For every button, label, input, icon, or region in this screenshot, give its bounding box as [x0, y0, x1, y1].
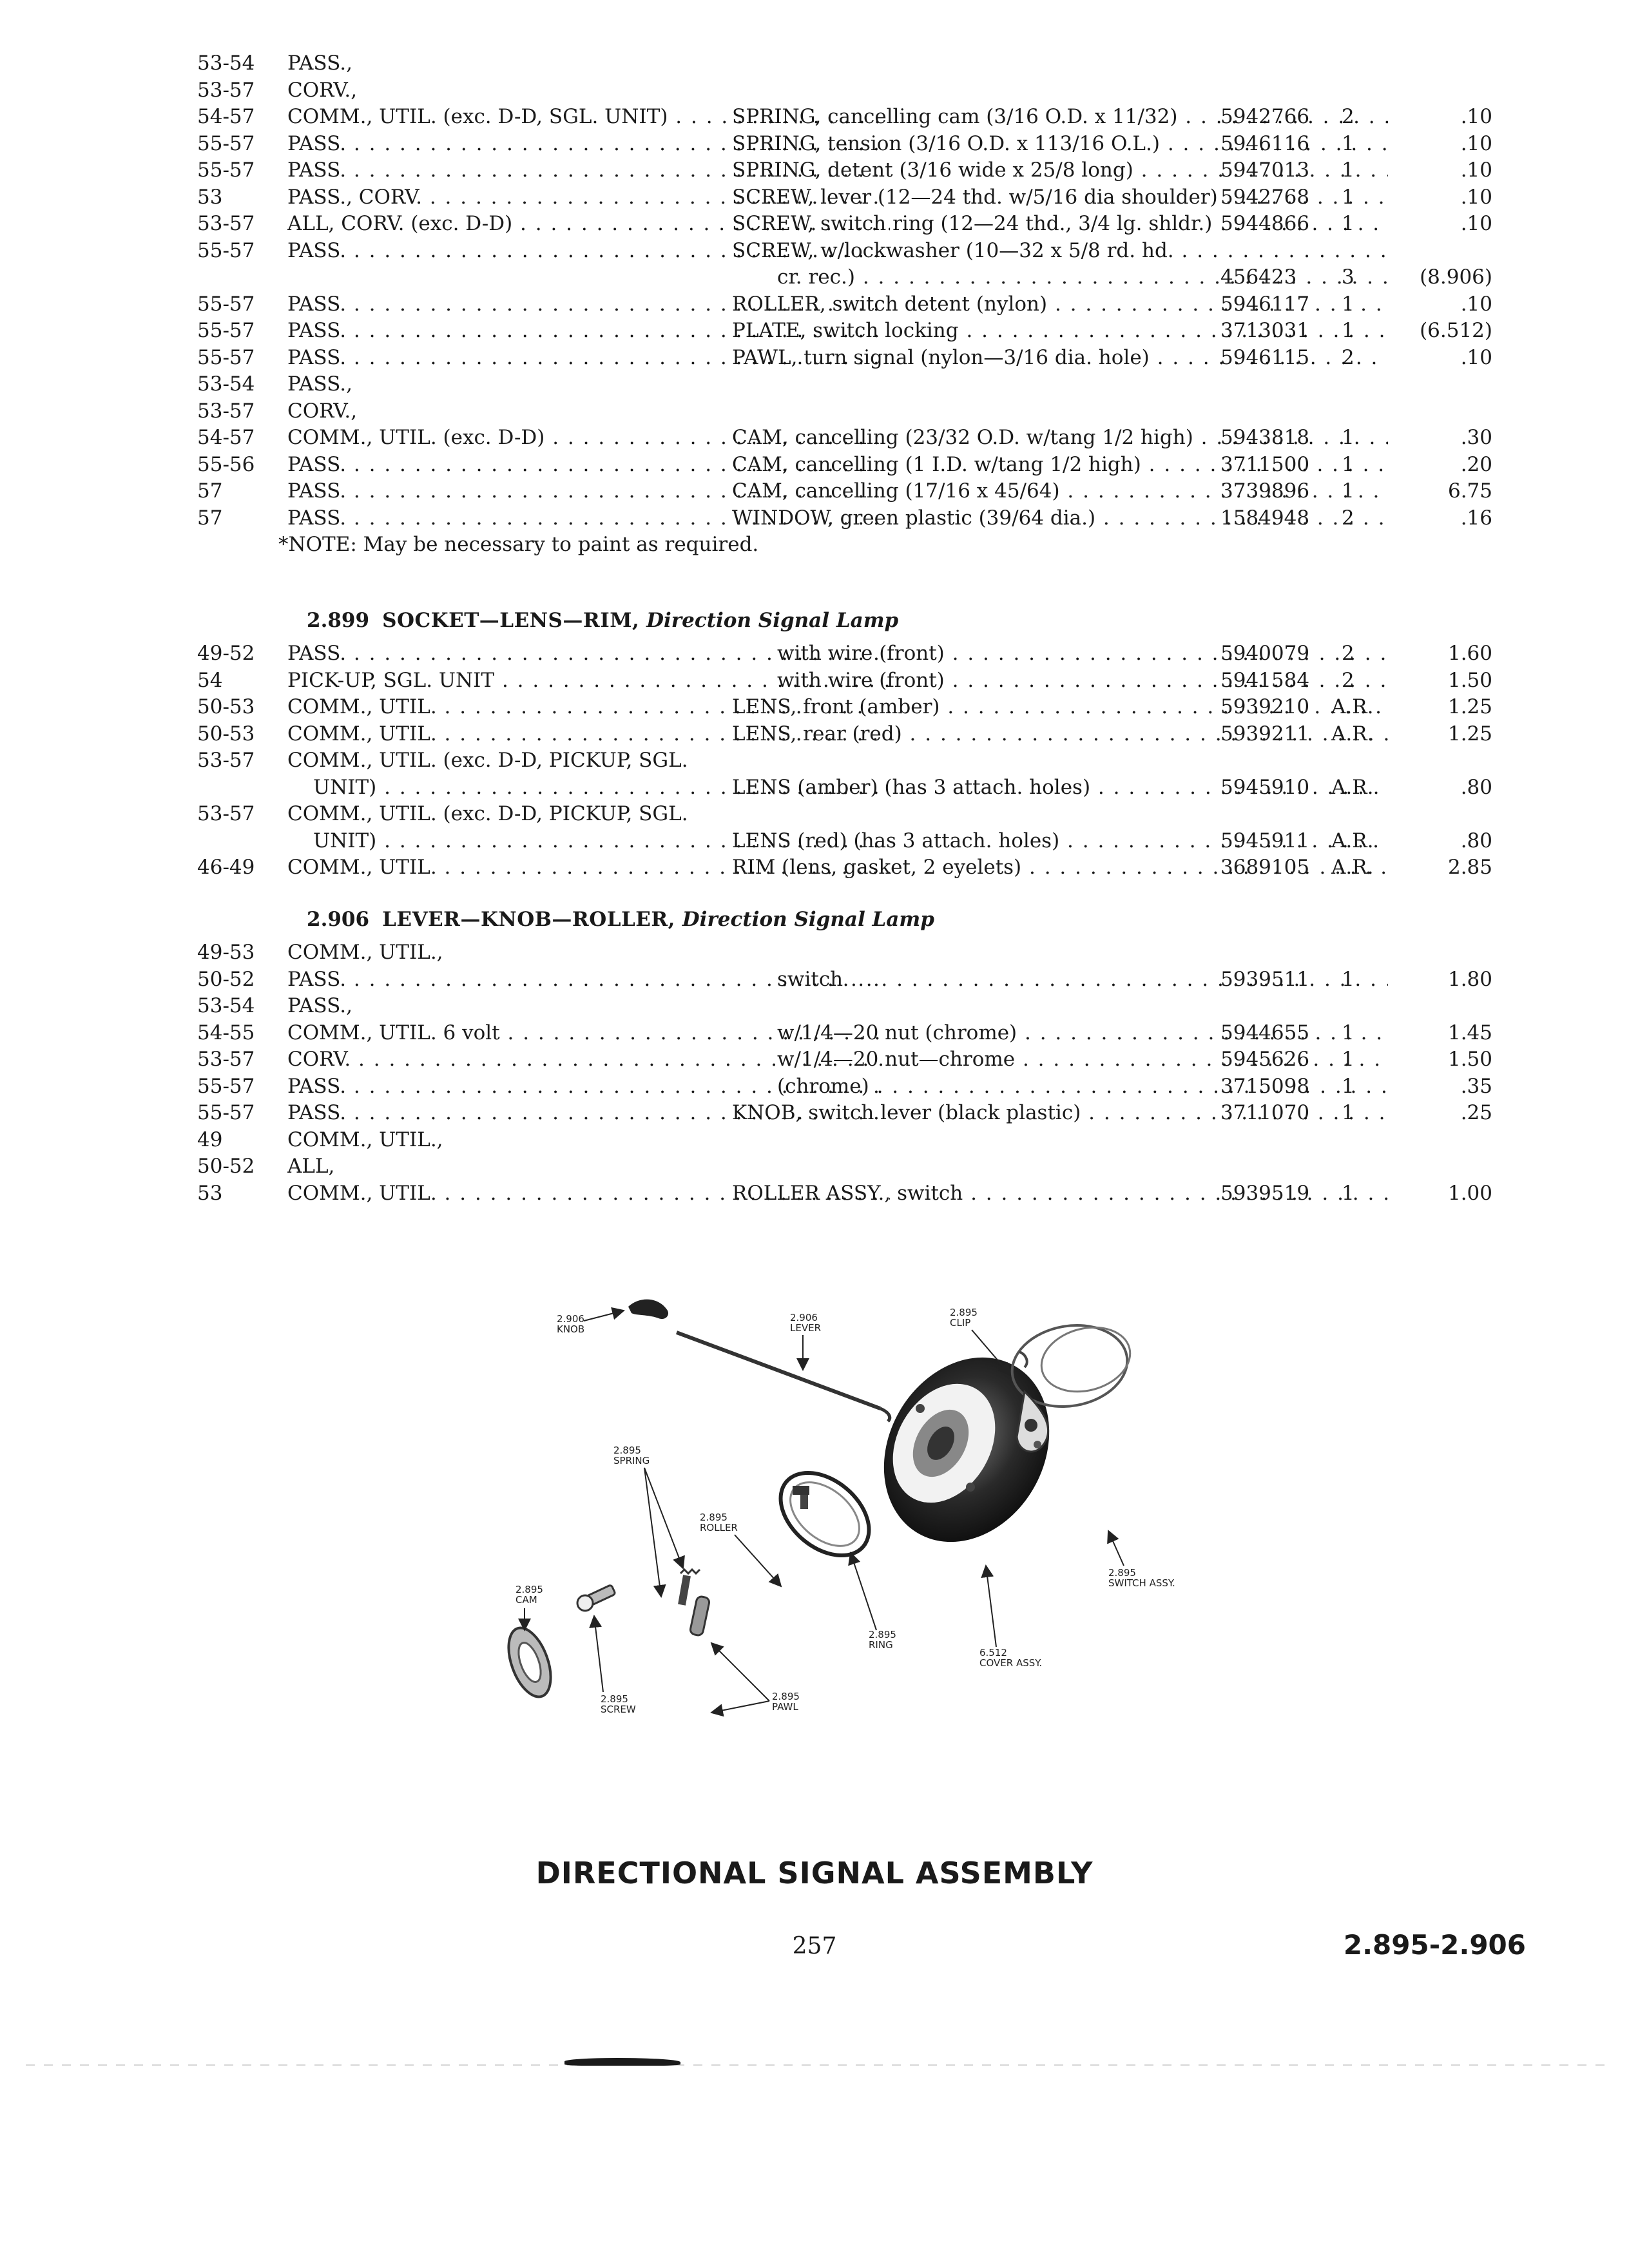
part-row — [197, 721, 1492, 748]
model-years: 53-54 — [197, 372, 255, 396]
svg-text:2.895: 2.895 — [772, 1691, 800, 1702]
part-description: switch . . . — [777, 966, 1388, 994]
parts-list-group-a — [197, 50, 1492, 559]
model-applicability: PASS. . . . — [287, 966, 890, 994]
svg-text:COVER ASSY.: COVER ASSY. — [979, 1657, 1043, 1669]
part-number: 3715098 — [1220, 1074, 1310, 1098]
part-description: RIM (lens, gasket, 2 eyelets) . . . — [732, 854, 1388, 881]
model-years: 53 — [197, 185, 223, 209]
part-row — [197, 1020, 1492, 1047]
part-row — [197, 640, 1492, 668]
part-row — [197, 828, 1492, 855]
list-price: .10 — [1460, 292, 1492, 316]
callout-cover — [979, 1566, 1042, 1669]
section-name: SOCKET—LENS—RIM, — [382, 609, 640, 632]
list-price: (6.512) — [1420, 319, 1492, 342]
quantity: A.R. — [1331, 775, 1374, 799]
exploded-view-illustration — [490, 1282, 1244, 1785]
svg-text:LEVER: LEVER — [790, 1322, 821, 1334]
part-description: KNOB, switch lever (black plastic) . . . — [732, 1100, 1388, 1127]
list-price: 6.75 — [1447, 479, 1492, 503]
model-years: 53-57 — [197, 802, 255, 825]
model-years: 50-53 — [197, 695, 255, 718]
svg-text:PAWL: PAWL — [772, 1701, 798, 1713]
part-number: 5944866 — [1220, 212, 1310, 235]
part-number: 5944655 — [1220, 1021, 1310, 1044]
model-applicability: PASS. . . . — [287, 478, 890, 505]
part-row — [197, 104, 1492, 131]
section-number: 2.906 — [307, 908, 370, 931]
model-applicability: PASS., — [287, 994, 352, 1017]
svg-text:KNOB: KNOB — [557, 1323, 585, 1335]
model-years: 53-57 — [197, 212, 255, 235]
model-years: 54-57 — [197, 426, 255, 449]
model-applicability: PASS. . . . — [287, 291, 890, 318]
quantity: 1 — [1342, 212, 1354, 235]
part-number: 3711500 — [1220, 452, 1310, 476]
quantity: 2 — [1342, 668, 1354, 692]
svg-text:CLIP: CLIP — [950, 1317, 971, 1329]
part-row — [197, 77, 1492, 104]
part-number: 5946116 — [1220, 131, 1310, 155]
model-years: 55-57 — [197, 159, 255, 182]
part-row — [197, 966, 1492, 994]
model-applicability: CORV. . . . — [287, 1046, 890, 1073]
list-price: .80 — [1460, 775, 1492, 799]
model-applicability: UNIT) . . . — [313, 828, 890, 855]
part-row — [197, 157, 1492, 184]
part-description: LENS (amber) (has 3 attach. holes) . . . — [732, 774, 1388, 802]
list-price: .10 — [1460, 345, 1492, 369]
list-price: .10 — [1460, 131, 1492, 155]
quantity: 1 — [1342, 426, 1354, 449]
model-years: 49 — [197, 1128, 223, 1151]
svg-text:6.512: 6.512 — [979, 1647, 1007, 1658]
list-price: .16 — [1460, 506, 1492, 530]
callout-roller — [700, 1512, 781, 1586]
part-number: 5943818 — [1220, 426, 1310, 449]
list-price: 1.80 — [1447, 967, 1492, 991]
list-price: .20 — [1460, 452, 1492, 476]
part-description: (chrome) . . . — [777, 1073, 1388, 1100]
parts-list-section-2-899 — [197, 589, 1492, 881]
callout-screw — [594, 1616, 636, 1715]
list-price: (8.906) — [1420, 265, 1492, 289]
callout-cam — [516, 1584, 543, 1630]
model-years: 55-57 — [197, 1101, 255, 1124]
part-description: SPRING, tension (3/16 O.D. x 113/16 O.L.) . . . — [732, 131, 1388, 158]
part-number: 5939511 — [1220, 967, 1310, 991]
part-row — [197, 1073, 1492, 1100]
list-price: 1.25 — [1447, 722, 1492, 745]
part-number: 5946115 — [1220, 345, 1310, 369]
quantity: A.R. — [1331, 722, 1374, 745]
section-name: LEVER—KNOB—ROLLER, — [382, 908, 675, 931]
svg-text:2.895: 2.895 — [700, 1512, 728, 1523]
model-applicability: COMM., UTIL. . . . — [287, 1180, 890, 1207]
part-row — [197, 452, 1492, 479]
model-applicability: ALL, CORV. (exc. D-D) . . . — [287, 211, 890, 238]
svg-text:2.906: 2.906 — [790, 1312, 818, 1323]
part-row — [197, 1180, 1492, 1207]
part-number: 5947013 — [1220, 159, 1310, 182]
part-row — [197, 854, 1492, 881]
svg-text:SPRING: SPRING — [613, 1455, 650, 1466]
part-row — [197, 694, 1492, 721]
part-row — [197, 398, 1492, 425]
model-years: 55-57 — [197, 345, 255, 369]
model-years: 54 — [197, 668, 223, 692]
svg-text:2.895: 2.895 — [516, 1584, 543, 1595]
model-years: 53-54 — [197, 994, 255, 1017]
list-price: .10 — [1460, 159, 1492, 182]
section-heading — [307, 589, 1602, 640]
list-price: .80 — [1460, 829, 1492, 852]
svg-text:2.895: 2.895 — [1108, 1567, 1136, 1579]
model-applicability: CORV., — [287, 78, 358, 102]
model-years: 55-57 — [197, 1074, 255, 1098]
model-years: 46-49 — [197, 856, 255, 879]
quantity: A.R. — [1331, 856, 1374, 879]
model-years: 55-56 — [197, 452, 255, 476]
scan-artifact-blot — [564, 2058, 680, 2066]
part-number: 3739896 — [1220, 479, 1310, 503]
part-description: CAM, cancelling (17/16 x 45/64) . . . — [732, 478, 1388, 505]
quantity: 2 — [1342, 105, 1354, 128]
scan-artifact-line — [26, 2064, 1605, 2066]
section-subtitle: Direction Signal Lamp — [646, 609, 899, 632]
quantity: 1 — [1342, 292, 1354, 316]
part-row — [197, 50, 1492, 77]
model-applicability: COMM., UTIL. 6 volt . . . — [287, 1020, 890, 1047]
quantity: 2 — [1342, 642, 1354, 665]
model-years: 53-57 — [197, 78, 255, 102]
list-price: 1.50 — [1447, 668, 1492, 692]
paint-note: *NOTE: May be necessary to paint as required. — [278, 533, 759, 556]
part-row — [197, 345, 1492, 372]
screw-part — [577, 1584, 615, 1611]
assembly-drawing — [490, 1282, 1244, 1785]
model-applicability: COMM., UTIL. (exc. D-D, SGL. UNIT) . . . — [287, 104, 890, 131]
model-years: 53-57 — [197, 399, 255, 423]
model-years: 49-52 — [197, 642, 255, 665]
part-row — [197, 425, 1492, 452]
model-applicability: PASS. . . . — [287, 505, 890, 532]
model-applicability: PASS. . . . — [287, 318, 890, 345]
list-price: .10 — [1460, 185, 1492, 209]
lever-part — [677, 1332, 890, 1421]
model-years: 57 — [197, 506, 223, 530]
quantity: 2 — [1342, 345, 1354, 369]
part-number: 5945910 — [1220, 775, 1310, 799]
part-row — [197, 1153, 1492, 1180]
part-number: 3711070 — [1220, 1101, 1310, 1124]
quantity: 1 — [1342, 131, 1354, 155]
model-years: 57 — [197, 479, 223, 503]
ring-part — [765, 1456, 885, 1572]
part-row — [197, 264, 1492, 291]
model-applicability: COMM., UTIL. . . . — [287, 854, 890, 881]
roller-part — [800, 1495, 808, 1509]
part-description: SCREW, switch ring (12—24 thd., 3/4 lg. shldr.) . . . — [732, 211, 1388, 238]
model-applicability: PICK-UP, SGL. UNIT . . . — [287, 668, 890, 695]
list-price: 1.25 — [1447, 695, 1492, 718]
part-number: 5939211 — [1220, 722, 1310, 745]
model-applicability: PASS. . . . — [287, 238, 890, 265]
part-description: w/1/4—20 nut (chrome) . . . — [777, 1020, 1388, 1047]
part-row — [197, 505, 1492, 532]
model-applicability: COMM., UTIL. (exc. D-D, PICKUP, SGL. — [287, 802, 688, 825]
model-applicability: COMM., UTIL. . . . — [287, 694, 890, 721]
model-applicability: ALL, — [287, 1155, 335, 1178]
list-price: .30 — [1460, 426, 1492, 449]
part-row — [197, 238, 1492, 265]
clip-part — [1019, 1352, 1027, 1367]
part-description: with wire (front) . . . — [777, 668, 1388, 695]
callout-ring — [851, 1553, 896, 1651]
model-applicability: PASS. . . . — [287, 131, 890, 158]
list-price: .10 — [1460, 105, 1492, 128]
model-applicability: PASS. . . . — [287, 345, 890, 372]
quantity: 1 — [1342, 1181, 1354, 1205]
part-row — [197, 478, 1492, 505]
quantity: A.R. — [1331, 829, 1374, 852]
section-number: 2.899 — [307, 609, 370, 632]
model-years: 53-57 — [197, 1048, 255, 1071]
callout-spring — [613, 1445, 683, 1597]
quantity: 1 — [1342, 159, 1354, 182]
parts-list-section-2-906 — [197, 888, 1492, 1207]
model-years: 54-57 — [197, 105, 255, 128]
part-description: CAM, cancelling (23/32 O.D. w/tang 1/2 high) . . . — [732, 425, 1388, 452]
model-years: 53-57 — [197, 749, 255, 772]
part-number: 5941584 — [1220, 668, 1310, 692]
part-number: 5946117 — [1220, 292, 1310, 316]
section-heading — [307, 888, 1602, 939]
model-applicability: COMM., UTIL., — [287, 941, 443, 964]
part-description: CAM, cancelling (1 I.D. w/tang 1/2 high) . . . — [732, 452, 1388, 479]
pawl-parts — [689, 1596, 710, 1637]
quantity: 1 — [1342, 1021, 1354, 1044]
part-description: WINDOW, green plastic (39/64 dia.) . . . — [732, 505, 1388, 532]
model-applicability: PASS. . . . — [287, 452, 890, 479]
model-years: 50-53 — [197, 722, 255, 745]
part-row — [197, 184, 1492, 211]
part-row — [197, 747, 1492, 774]
model-applicability: PASS., — [287, 52, 352, 75]
list-price: 1.45 — [1447, 1021, 1492, 1044]
part-number: 5939210 — [1220, 695, 1310, 718]
svg-text:SCREW: SCREW — [601, 1704, 636, 1715]
model-applicability: PASS. . . . — [287, 1100, 890, 1127]
list-price: 2.85 — [1447, 856, 1492, 879]
part-number: 3713031 — [1220, 319, 1310, 342]
quantity: A.R. — [1331, 695, 1374, 718]
quantity: 2 — [1342, 506, 1354, 530]
part-description: LENS, rear (red) . . . — [732, 721, 1388, 748]
figure-caption: DIRECTIONAL SIGNAL ASSEMBLY — [535, 1856, 1094, 1890]
model-years: 54-55 — [197, 1021, 255, 1044]
model-applicability: PASS. . . . — [287, 640, 890, 668]
part-description: PLATE, switch locking . . . — [732, 318, 1388, 345]
part-description: with wire (front) . . . — [777, 640, 1388, 668]
callout-lever — [790, 1312, 821, 1370]
model-years: 55-57 — [197, 319, 255, 342]
svg-text:ROLLER: ROLLER — [700, 1522, 738, 1533]
part-number: 5940079 — [1220, 642, 1310, 665]
part-number: 1584948 — [1220, 506, 1310, 530]
quantity: 3 — [1342, 265, 1354, 289]
model-years: 55-57 — [197, 131, 255, 155]
part-row — [197, 291, 1492, 318]
part-description: ROLLER, switch detent (nylon) . . . — [732, 291, 1388, 318]
model-applicability: PASS., CORV. . . . — [287, 184, 890, 211]
svg-text:RING: RING — [869, 1639, 893, 1651]
part-row — [197, 1127, 1492, 1154]
model-years: 50-52 — [197, 1155, 255, 1178]
section-subtitle: Direction Signal Lamp — [682, 908, 934, 931]
list-price: 1.50 — [1447, 1048, 1492, 1071]
knob-part — [628, 1300, 668, 1319]
list-price: 1.00 — [1447, 1181, 1492, 1205]
part-row — [197, 939, 1492, 966]
model-applicability: PASS. . . . — [287, 1073, 890, 1100]
svg-text:2.906: 2.906 — [557, 1313, 584, 1325]
part-row — [197, 774, 1492, 802]
model-applicability: PASS. . . . — [287, 157, 890, 184]
cam-part — [501, 1622, 559, 1702]
part-description: LENS (red) (has 3 attach. holes) . . . — [732, 828, 1388, 855]
page-number: 257 — [792, 1933, 837, 1959]
model-years: 55-57 — [197, 238, 255, 262]
part-description: LENS, front (amber) . . . — [732, 694, 1388, 721]
quantity: 1 — [1342, 452, 1354, 476]
quantity: 1 — [1342, 967, 1354, 991]
part-description: w/1/4—20 nut—chrome . . . — [777, 1046, 1388, 1073]
model-years: 53-54 — [197, 52, 255, 75]
model-applicability: COMM., UTIL. . . . — [287, 721, 890, 748]
model-years: 53 — [197, 1181, 223, 1205]
part-row — [197, 1100, 1492, 1127]
model-applicability: CORV., — [287, 399, 358, 423]
part-description: ROLLER ASSY., switch . . . — [732, 1180, 1388, 1207]
part-description: SPRING, cancelling cam (3/16 O.D. x 11/32) . . . — [732, 104, 1388, 131]
part-description: SCREW, lever (12—24 thd. w/5/16 dia shoulder) . . . — [732, 184, 1388, 211]
part-description: PAWL, turn signal (nylon—3/16 dia. hole) . . . — [732, 345, 1388, 372]
model-applicability: PASS., — [287, 372, 352, 396]
callout-pawl — [711, 1643, 800, 1713]
model-years: 50-52 — [197, 967, 255, 991]
part-description: SCREW, w/lockwasher (10—32 x 5/8 rd. hd. . . . — [732, 238, 1388, 265]
quantity: 1 — [1342, 1048, 1354, 1071]
model-applicability: UNIT) . . . — [313, 774, 890, 802]
part-description: cr. rec.) . . . — [777, 264, 1388, 291]
part-row — [197, 318, 1492, 345]
part-number: 456423 — [1220, 265, 1297, 289]
svg-text:SWITCH ASSY.: SWITCH ASSY. — [1108, 1577, 1175, 1589]
quantity: 1 — [1342, 1101, 1354, 1124]
part-description: SPRING, detent (3/16 wide x 25/8 long) . . . — [732, 157, 1388, 184]
quantity: 1 — [1342, 1074, 1354, 1098]
callout-switch — [1108, 1531, 1175, 1589]
svg-text:2.895: 2.895 — [950, 1307, 978, 1318]
quantity: 1 — [1342, 319, 1354, 342]
part-number: 5942766 — [1220, 105, 1310, 128]
part-number: 5945911 — [1220, 829, 1310, 852]
quantity: 1 — [1342, 479, 1354, 503]
model-years: 55-57 — [197, 292, 255, 316]
model-applicability: COMM., UTIL., — [287, 1128, 443, 1151]
part-row — [197, 993, 1492, 1020]
svg-text:2.895: 2.895 — [613, 1445, 641, 1456]
quantity: 1 — [1342, 185, 1354, 209]
part-row — [197, 371, 1492, 398]
svg-text:2.895: 2.895 — [601, 1693, 628, 1705]
part-number: 5942768 — [1220, 185, 1310, 209]
part-number: 3689105 — [1220, 856, 1310, 879]
list-price: 1.60 — [1447, 642, 1492, 665]
part-row — [197, 1046, 1492, 1073]
svg-text:2.895: 2.895 — [869, 1629, 896, 1640]
cover-assembly-part — [851, 1327, 1082, 1572]
part-number: 5945626 — [1220, 1048, 1310, 1071]
model-years: 49-53 — [197, 941, 255, 964]
model-applicability: COMM., UTIL. (exc. D-D) . . . — [287, 425, 890, 452]
callout-knob — [557, 1311, 624, 1335]
list-price: .35 — [1460, 1074, 1492, 1098]
model-applicability: COMM., UTIL. (exc. D-D, PICKUP, SGL. — [287, 749, 688, 772]
list-price: .10 — [1460, 212, 1492, 235]
part-row — [197, 668, 1492, 695]
part-number: 5939519 — [1220, 1181, 1310, 1205]
part-row — [197, 211, 1492, 238]
list-price: .25 — [1460, 1101, 1492, 1124]
page-section-range: 2.895-2.906 — [1343, 1929, 1526, 1961]
part-row — [197, 131, 1492, 158]
svg-text:CAM: CAM — [516, 1594, 537, 1606]
part-row — [197, 801, 1492, 828]
